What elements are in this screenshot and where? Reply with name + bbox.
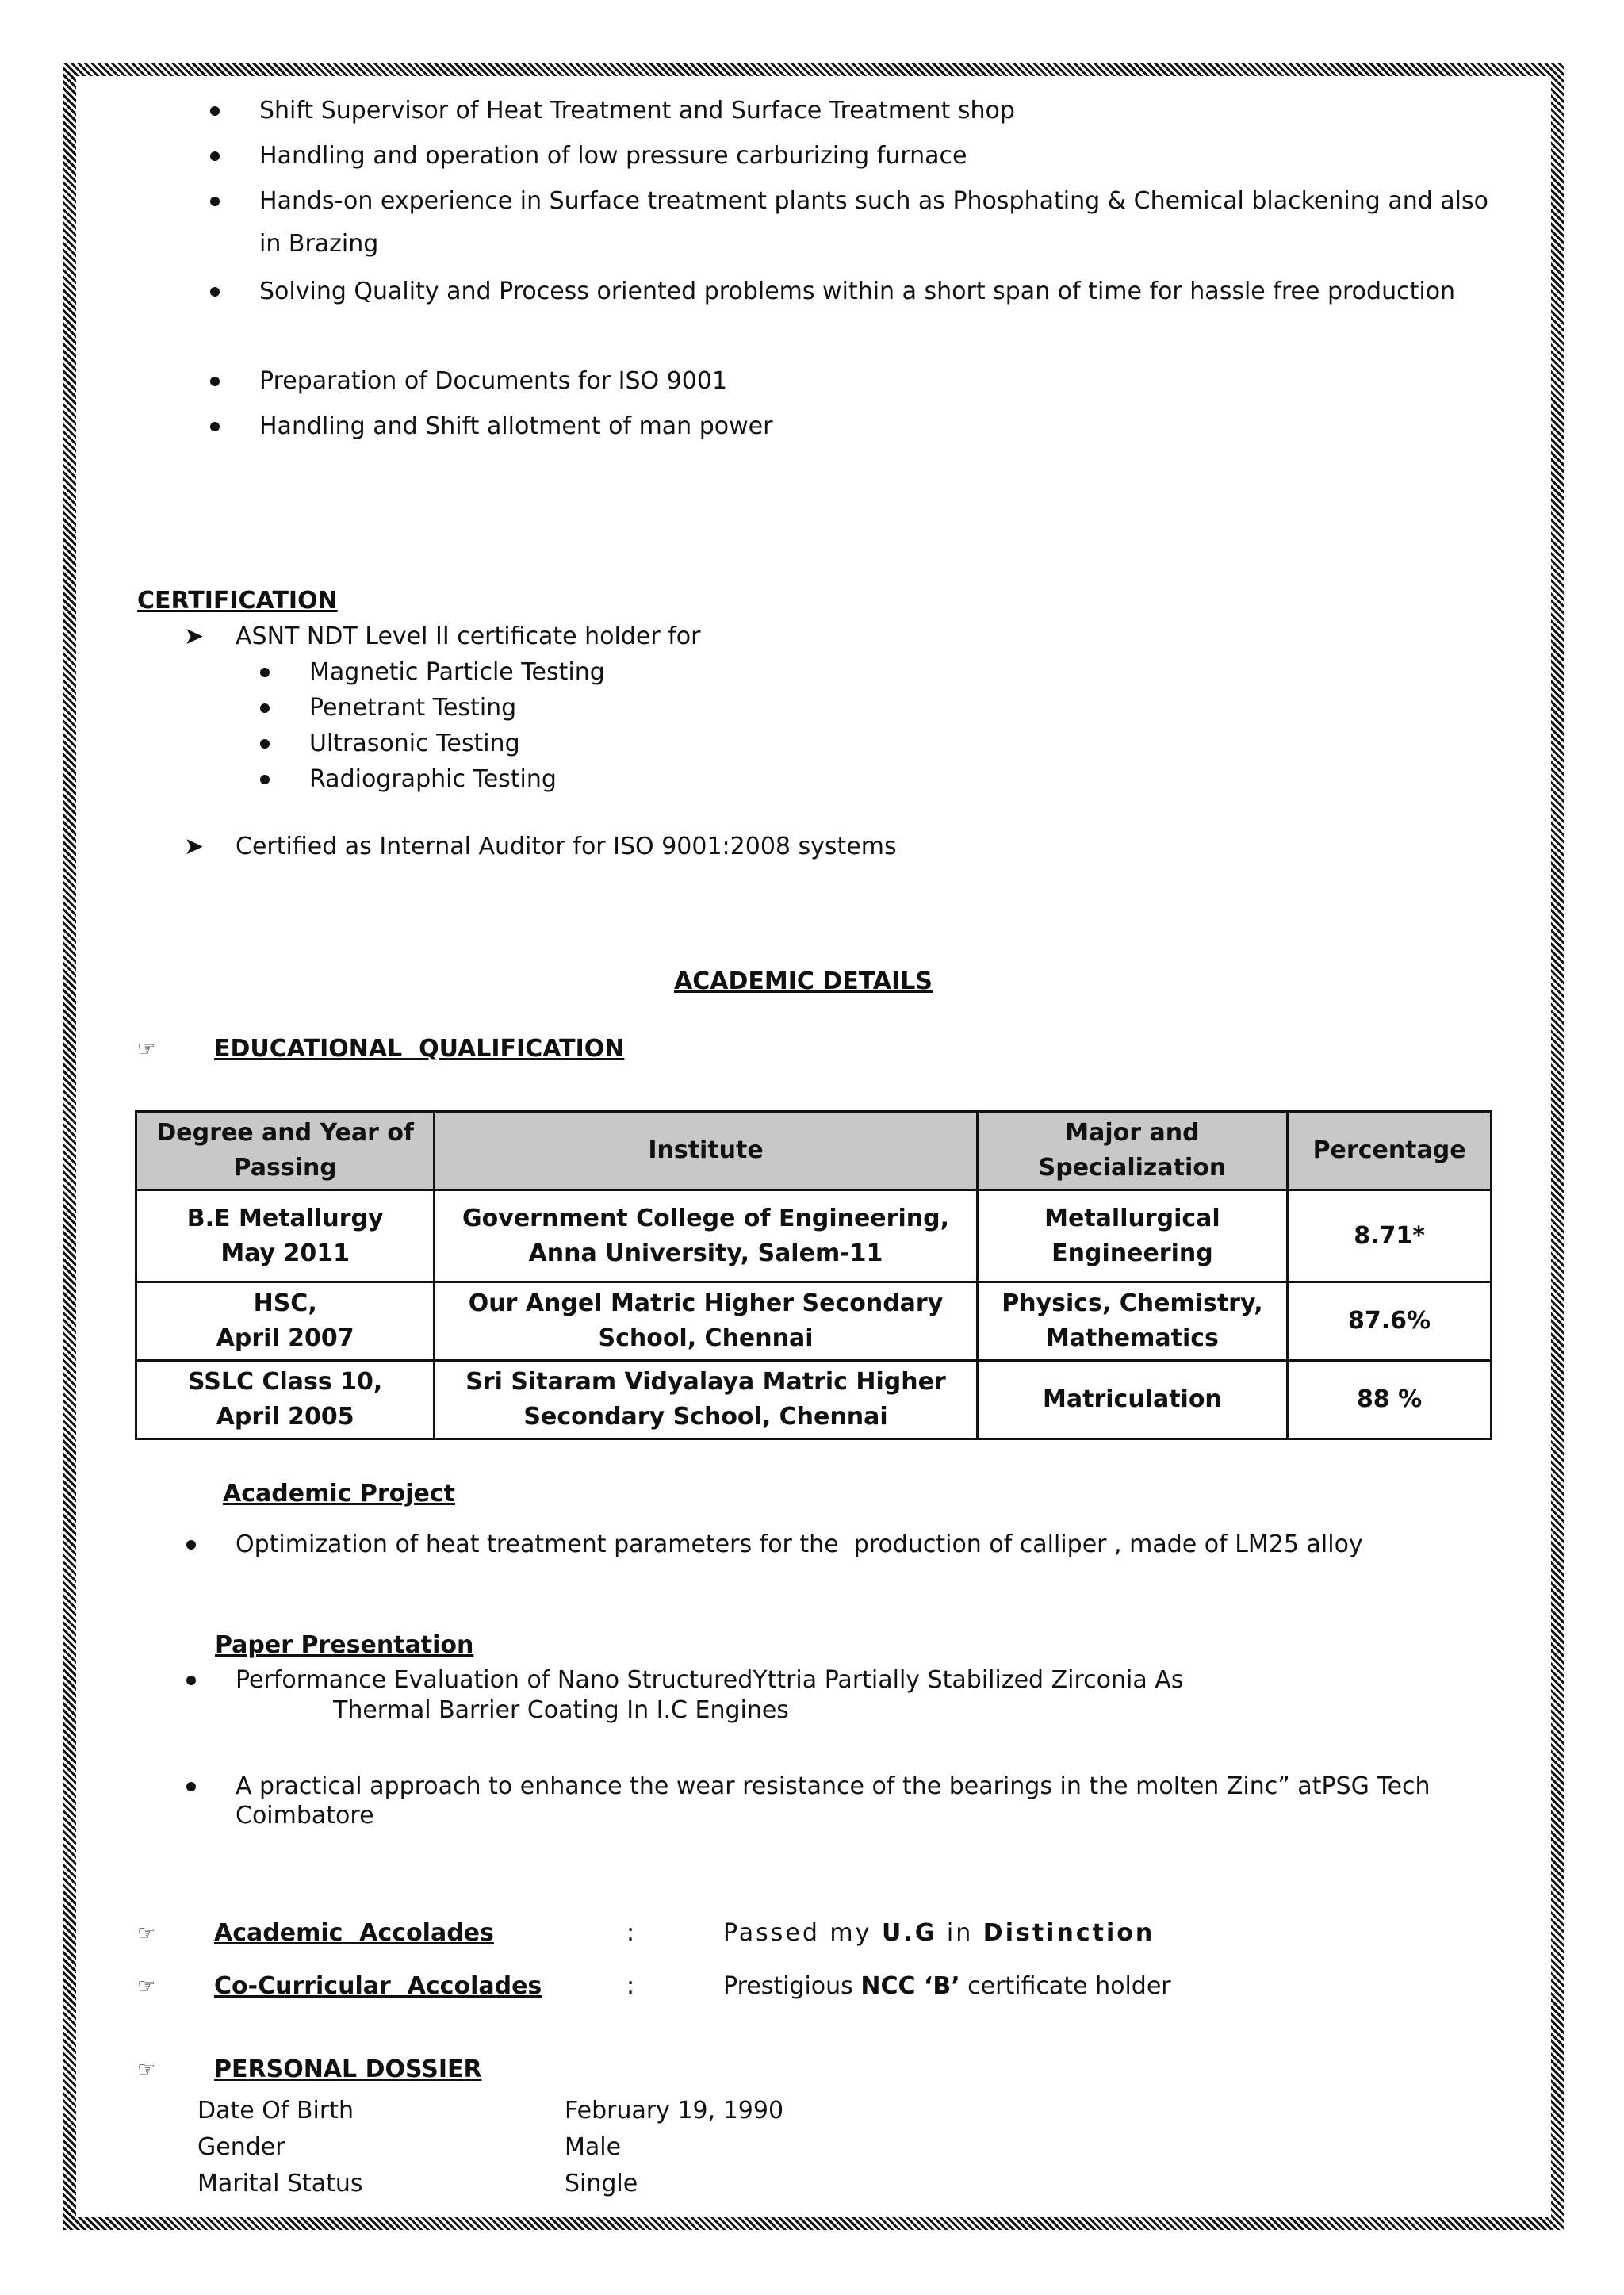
paper-item-continuation: Coimbatore (236, 1802, 374, 1829)
table-cell: SSLC Class 10, April 2005 (136, 1361, 435, 1439)
colon-separator: : (626, 1972, 635, 2000)
table-cell: B.E Metallurgy May 2011 (136, 1190, 435, 1282)
table-row (136, 1190, 1492, 1282)
accolade-text: Passed my (723, 1919, 872, 1947)
experience-item: Preparation of Documents for ISO 9001 (259, 367, 728, 395)
hand-pointer-icon: ☞ (137, 1037, 156, 1061)
paper-presentation-heading: Paper Presentation (215, 1631, 474, 1659)
personal-dossier-heading: PERSONAL DOSSIER (214, 2056, 482, 2083)
column-header: Percentage (1288, 1112, 1492, 1190)
paper-item: A practical approach to enhance the wear resistance of the bearings in the molten Zinc” atPSG Tech (236, 1772, 1431, 1800)
accolade-bold-text: U.G (881, 1919, 937, 1947)
bullet-dot-icon (260, 668, 270, 677)
experience-item: Handling and Shift allotment of man power (259, 412, 773, 440)
paper-item-continuation: Thermal Barrier Coating In I.C Engines (333, 1696, 789, 1724)
marital-status-value: Single (565, 2170, 638, 2197)
table-cell: Physics, Chemistry, Mathematics (977, 1282, 1287, 1361)
hand-pointer-icon: ☞ (137, 1975, 156, 1998)
bullet-dot-icon (210, 197, 220, 206)
column-header: Major and Specialization (977, 1112, 1287, 1190)
paper-item: Performance Evaluation of Nano StructuredYttria Partially Stabilized Zirconia As (236, 1666, 1184, 1694)
accolade-bold-text: Distinction (982, 1919, 1155, 1947)
certification-sub-item: Magnetic Particle Testing (309, 658, 605, 686)
dob-value: February 19, 1990 (565, 2097, 784, 2125)
certification-item: Certified as Internal Auditor for ISO 9001:2008 systems (236, 833, 897, 860)
educational-qualification-heading: EDUCATIONAL QUALIFICATION (214, 1035, 625, 1063)
table-cell: Government College of Engineering, Anna University, Salem-11 (435, 1190, 977, 1282)
academic-project-heading: Academic Project (223, 1480, 455, 1508)
experience-item: Shift Supervisor of Heat Treatment and Surface Treatment shop (259, 97, 1015, 125)
gender-value: Male (565, 2133, 622, 2161)
table-cell: 87.6% (1288, 1282, 1492, 1361)
experience-item: Handling and operation of low pressure carburizing furnace (259, 142, 967, 170)
academic-accolades-label: Academic Accolades (214, 1919, 494, 1947)
accolade-text: Prestigious (723, 1972, 853, 2000)
table-cell: 88 % (1288, 1361, 1492, 1439)
arrow-bullet-icon: ➤ (184, 623, 205, 650)
hand-pointer-icon: ☞ (137, 2058, 156, 2082)
table-cell: Sri Sitaram Vidyalaya Matric Higher Secondary School, Chennai (435, 1361, 977, 1439)
experience-item: Hands-on experience in Surface treatment plants such as Phosphating & Chemical blackening and also in Brazing (259, 187, 1488, 258)
accolade-text: in (946, 1919, 974, 1947)
education-table (135, 1110, 1492, 1440)
bullet-dot-icon (210, 106, 220, 116)
marital-status-label: Marital Status (197, 2170, 363, 2197)
accolade-bold-text: NCC ‘B’ (860, 1972, 960, 2000)
co-curricular-accolades-value (723, 1971, 1171, 2002)
table-row (136, 1282, 1492, 1361)
certification-heading: CERTIFICATION (137, 587, 338, 615)
table-cell: Metallurgical Engineering (977, 1190, 1287, 1282)
hand-pointer-icon: ☞ (137, 1921, 156, 1945)
table-cell: 8.71* (1288, 1190, 1492, 1282)
certification-sub-item: Radiographic Testing (309, 765, 557, 793)
table-cell: Matriculation (977, 1361, 1287, 1439)
bullet-dot-icon (260, 739, 270, 749)
table-header-row (136, 1112, 1492, 1190)
certification-item: ASNT NDT Level II certificate holder for (236, 623, 701, 650)
colon-separator: : (626, 1919, 635, 1947)
table-cell: Our Angel Matric Higher Secondary School, Chennai (435, 1282, 977, 1361)
bullet-dot-icon (260, 703, 270, 713)
bullet-dot-icon (186, 1540, 196, 1550)
table-cell: HSC, April 2007 (136, 1282, 435, 1361)
gender-label: Gender (197, 2133, 285, 2161)
bullet-dot-icon (186, 1782, 196, 1791)
bullet-dot-icon (210, 151, 220, 161)
arrow-bullet-icon: ➤ (184, 833, 205, 860)
table-row (136, 1361, 1492, 1439)
bullet-dot-icon (210, 287, 220, 297)
accolade-text: certificate holder (967, 1972, 1171, 2000)
certification-sub-item: Ultrasonic Testing (309, 730, 520, 757)
dob-label: Date Of Birth (197, 2097, 354, 2125)
column-header: Institute (435, 1112, 977, 1190)
co-curricular-accolades-label: Co-Curricular Accolades (214, 1972, 542, 2000)
certification-sub-item: Penetrant Testing (309, 694, 517, 722)
bullet-dot-icon (186, 1676, 196, 1685)
bullet-dot-icon (210, 377, 220, 386)
academic-details-heading: ACADEMIC DETAILS (674, 967, 933, 995)
bullet-dot-icon (260, 775, 270, 784)
bullet-dot-icon (210, 422, 220, 431)
experience-item: Solving Quality and Process oriented problems within a short span of time for hassle free production (259, 278, 1456, 305)
academic-accolades-value (723, 1918, 1155, 1949)
academic-project-item: Optimization of heat treatment parameters for the production of calliper , made of LM25 alloy (236, 1531, 1363, 1558)
column-header: Degree and Year of Passing (136, 1112, 435, 1190)
